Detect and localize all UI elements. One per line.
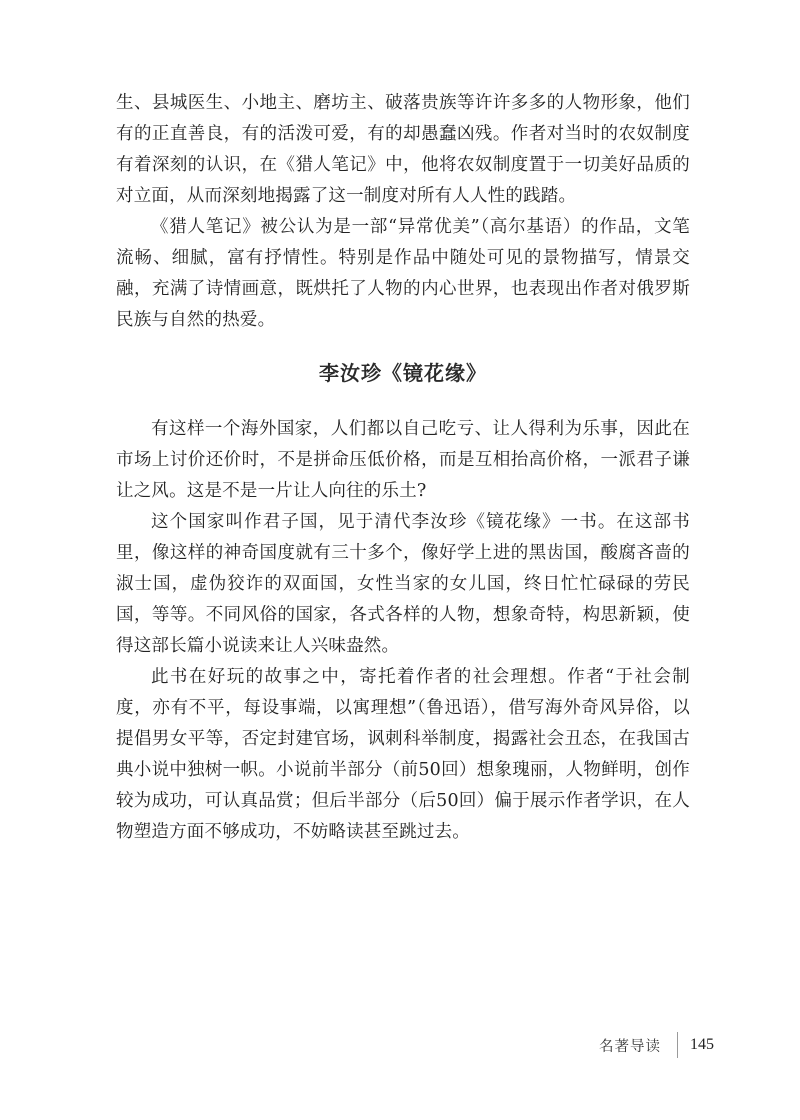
page-content	[116, 88, 690, 848]
page-number: 145	[690, 1036, 714, 1053]
section-paragraph-3: 此书在好玩的故事之中，寄托着作者的社会理想。作者“于社会制度，亦有不平，每设事端，以寓理想”（鲁迅语），借写海外奇风异俗，以提倡男女平等，否定封建官场，讽刺科举制度，揭露社会丑态，在我国古典小说中独树一帜。小说前半部分（前50回）想象瑰丽，人物鲜明，创作较为成功，可认真品赏；但后半部分（后50回）偏于展示作者学识，在人物塑造方面不够成功，不妨略读甚至跳过去。	[116, 667, 690, 842]
section-paragraph-2: 这个国家叫作君子国，见于清代李汝珍《镜花缘》一书。在这部书里，像这样的神奇国度就有三十多个，像好学上进的黑齿国，酸腐吝啬的淑士国，虚伪狡诈的双面国，女性当家的女儿国，终日忙忙碌碌的劳民国，等等。不同风俗的国家，各式各样的人物，想象奇特，构思新颖，使得这部长篇小说读来让人兴味盎然。	[116, 512, 690, 656]
continuation-paragraph-1: 生、县城医生、小地主、磨坊主、破落贵族等许许多多的人物形象，他们有的正直善良，有的活泼可爱，有的却愚蠢凶残。作者对当时的农奴制度有着深刻的认识，在《猎人笔记》中，他将农奴制度置于一切美好品质的对立面，从而深刻地揭露了这一制度对所有人人性的践踏。	[116, 93, 690, 206]
footer-divider	[677, 1032, 678, 1058]
section-paragraph-1: 有这样一个海外国家，人们都以自己吃亏、让人得利为乐事，因此在市场上讨价还价时，不是拼命压低价格，而是互相抬高价格，一派君子谦让之风。这是不是一片让人向往的乐土?	[116, 419, 690, 501]
section-title: 李汝珍《镜花缘》	[319, 361, 487, 385]
page-footer	[599, 1032, 714, 1058]
continuation-paragraph-2: 《猎人笔记》被公认为是一部“异常优美”（高尔基语）的作品，文笔流畅、细腻，富有抒情性。特别是作品中随处可见的景物描写，情景交融，充满了诗情画意，既烘托了人物的内心世界，也表现出作者对俄罗斯民族与自然的热爱。	[116, 217, 690, 330]
footer-label: 名著导读	[599, 1038, 661, 1055]
